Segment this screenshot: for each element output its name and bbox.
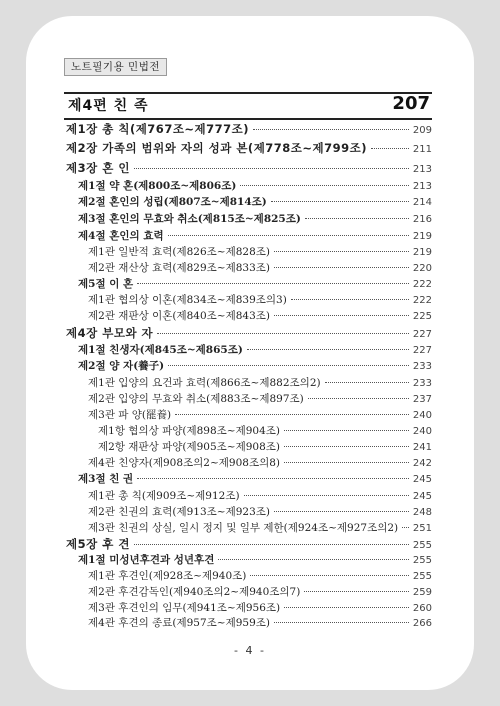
toc-entry-chapter[interactable] bbox=[66, 160, 432, 176]
dot-leader bbox=[371, 148, 409, 149]
dot-leader bbox=[218, 559, 409, 560]
toc-entry-title: 제5절 이 혼 bbox=[78, 278, 134, 290]
toc-entry-page: 245 bbox=[412, 474, 432, 485]
toc-entry-page: 219 bbox=[412, 231, 432, 242]
dot-leader bbox=[250, 575, 409, 576]
dot-leader bbox=[291, 299, 409, 300]
toc-entry-page: 225 bbox=[412, 311, 432, 322]
dot-leader bbox=[253, 129, 409, 130]
dot-leader bbox=[134, 168, 409, 169]
toc-entry-subsection[interactable] bbox=[88, 568, 432, 583]
toc-entry-page: 255 bbox=[412, 571, 432, 582]
toc-entry-title: 제3관 후견인의 임무(제941조~제956조) bbox=[88, 602, 281, 614]
toc-entry-page: 222 bbox=[412, 279, 432, 290]
toc-entry-page: 227 bbox=[412, 345, 432, 356]
toc-entry-subsection[interactable] bbox=[88, 455, 432, 470]
dot-leader bbox=[274, 315, 409, 316]
toc-entry-title: 제2관 후견감독인(제940조의2~제940조의7) bbox=[88, 586, 301, 598]
dot-leader bbox=[247, 349, 409, 350]
toc-entry-page: 211 bbox=[412, 144, 432, 155]
dot-leader bbox=[244, 495, 409, 496]
dot-leader bbox=[274, 511, 409, 512]
toc-entry-subsection[interactable] bbox=[88, 375, 432, 390]
dot-leader bbox=[305, 218, 409, 219]
dot-leader bbox=[274, 622, 409, 623]
toc-entry-page: 241 bbox=[412, 442, 432, 453]
toc-entry-subsection[interactable] bbox=[88, 292, 432, 307]
toc-entry-page: 242 bbox=[412, 458, 432, 469]
toc-entry-page: 213 bbox=[412, 181, 432, 192]
toc-entry-title: 제1장 총 칙(제767조~제777조) bbox=[66, 122, 250, 136]
toc-entry-title: 제2항 재판상 파양(제905조~제908조) bbox=[98, 441, 281, 453]
toc-entry-subsection[interactable] bbox=[88, 391, 432, 406]
toc-entry-title: 제3관 파 양(罷養) bbox=[88, 409, 172, 421]
toc-entry-section[interactable] bbox=[78, 178, 432, 193]
toc-entry-page: 260 bbox=[412, 603, 432, 614]
toc-entry-page: 266 bbox=[412, 618, 432, 629]
toc-entry-chapter[interactable] bbox=[66, 140, 432, 156]
dot-leader bbox=[304, 591, 409, 592]
dot-leader bbox=[134, 544, 409, 545]
part-page-number: 207 bbox=[392, 93, 430, 114]
toc-entry-item[interactable] bbox=[98, 439, 432, 454]
dot-leader bbox=[157, 333, 409, 334]
toc-entry-title: 제2관 재산상 효력(제829조~제833조) bbox=[88, 262, 271, 274]
toc-entry-title: 제2절 혼인의 성립(제807조~제814조) bbox=[78, 196, 267, 208]
toc-entry-chapter[interactable] bbox=[66, 121, 432, 137]
toc-entry-subsection[interactable] bbox=[88, 260, 432, 275]
part-header bbox=[64, 92, 432, 120]
dot-leader bbox=[274, 251, 409, 252]
toc-entry-title: 제3장 혼 인 bbox=[66, 161, 130, 175]
toc-entry-section[interactable] bbox=[78, 342, 432, 357]
toc-entry-page: 255 bbox=[412, 540, 432, 551]
toc-entry-title: 제4절 혼인의 효력 bbox=[78, 230, 164, 242]
toc-entry-page: 227 bbox=[412, 329, 432, 340]
toc-entry-page: 222 bbox=[412, 295, 432, 306]
dot-leader bbox=[240, 185, 409, 186]
toc-entry-section[interactable] bbox=[78, 228, 432, 243]
toc-entry-title: 제1항 협의상 파양(제898조~제904조) bbox=[98, 425, 281, 437]
toc-entry-subsection[interactable] bbox=[88, 600, 432, 615]
toc-entry-page: 209 bbox=[412, 125, 432, 136]
dot-leader bbox=[325, 382, 409, 383]
toc-entry-title: 제1관 협의상 이혼(제834조~제839조의3) bbox=[88, 294, 287, 306]
dot-leader bbox=[137, 283, 409, 284]
toc-entry-chapter[interactable] bbox=[66, 536, 432, 552]
page-footer-number: - 4 - bbox=[234, 644, 266, 657]
toc-entry-title: 제1절 미성년후견과 성년후견 bbox=[78, 554, 215, 566]
toc-entry-subsection[interactable] bbox=[88, 407, 432, 422]
dot-leader bbox=[402, 527, 409, 528]
dot-leader bbox=[168, 235, 409, 236]
toc-entry-title: 제2관 친권의 효력(제913조~제923조) bbox=[88, 506, 271, 518]
toc-entry-page: 245 bbox=[412, 491, 432, 502]
toc-entry-subsection[interactable] bbox=[88, 244, 432, 259]
toc-entry-title: 제1절 약 혼(제800조~제806조) bbox=[78, 180, 237, 192]
toc-entry-page: 259 bbox=[412, 587, 432, 598]
dot-leader bbox=[284, 607, 409, 608]
toc-entry-title: 제3절 혼인의 무효와 취소(제815조~제825조) bbox=[78, 213, 301, 225]
toc-entry-title: 제2관 재판상 이혼(제840조~제843조) bbox=[88, 310, 271, 322]
toc-entry-subsection[interactable] bbox=[88, 504, 432, 519]
dot-leader bbox=[284, 462, 409, 463]
toc-entry-page: 255 bbox=[412, 555, 432, 566]
toc-entry-title: 제4장 부모와 자 bbox=[66, 326, 154, 340]
toc-entry-page: 233 bbox=[412, 378, 432, 389]
book-label: 노트필기용 민법전 bbox=[64, 58, 167, 76]
toc-entry-page: 251 bbox=[412, 523, 432, 534]
toc-entry-title: 제5장 후 견 bbox=[66, 537, 130, 551]
toc-entry-title: 제2장 가족의 범위와 자의 성과 본(제778조~제799조) bbox=[66, 141, 368, 155]
toc-entry-page: 220 bbox=[412, 263, 432, 274]
toc-entry-page: 219 bbox=[412, 247, 432, 258]
toc-entry-section[interactable] bbox=[78, 471, 432, 486]
toc-entry-page: 248 bbox=[412, 507, 432, 518]
dot-leader bbox=[284, 430, 409, 431]
toc-entry-section[interactable] bbox=[78, 194, 432, 209]
toc-entry-subsection[interactable] bbox=[88, 615, 432, 630]
dot-leader bbox=[137, 478, 409, 479]
toc-entry-page: 216 bbox=[412, 214, 432, 225]
toc-entry-section[interactable] bbox=[78, 358, 432, 373]
toc-entry-title: 제4관 친양자(제908조의2~제908조의8) bbox=[88, 457, 281, 469]
dot-leader bbox=[274, 267, 409, 268]
toc-entry-title: 제3절 친 권 bbox=[78, 473, 134, 485]
dot-leader bbox=[168, 365, 409, 366]
toc-entry-page: 233 bbox=[412, 361, 432, 372]
toc-entry-page: 240 bbox=[412, 426, 432, 437]
toc-entry-title: 제4관 후견의 종료(제957조~제959조) bbox=[88, 617, 271, 629]
toc-entry-title: 제2관 입양의 무효와 취소(제883조~제897조) bbox=[88, 393, 304, 405]
dot-leader bbox=[284, 446, 409, 447]
toc-entry-title: 제1관 총 칙(제909조~제912조) bbox=[88, 490, 240, 502]
dot-leader bbox=[308, 398, 409, 399]
toc-entry-title: 제1관 일반적 효력(제826조~제828조) bbox=[88, 246, 271, 258]
toc-entry-subsection[interactable] bbox=[88, 520, 432, 535]
toc-entry-section[interactable] bbox=[78, 552, 432, 567]
toc-entry-subsection[interactable] bbox=[88, 584, 432, 599]
toc-entry-page: 240 bbox=[412, 410, 432, 421]
toc-entry-title: 제1관 입양의 요건과 효력(제866조~제882조의2) bbox=[88, 377, 321, 389]
dot-leader bbox=[271, 201, 409, 202]
toc-entry-title: 제3관 친권의 상실, 일시 정지 및 일부 제한(제924조~제927조의2) bbox=[88, 522, 399, 534]
toc-entry-section[interactable] bbox=[78, 211, 432, 226]
toc-entry-page: 214 bbox=[412, 197, 432, 208]
toc-entry-subsection[interactable] bbox=[88, 488, 432, 503]
toc-entry-section[interactable] bbox=[78, 276, 432, 291]
part-title: 제4편 친 족 bbox=[68, 98, 149, 114]
toc-entry-title: 제1관 후견인(제928조~제940조) bbox=[88, 570, 247, 582]
toc-entry-item[interactable] bbox=[98, 423, 432, 438]
toc-entry-page: 237 bbox=[412, 394, 432, 405]
toc-entry-page: 213 bbox=[412, 164, 432, 175]
toc-entry-title: 제1절 친생자(제845조~제865조) bbox=[78, 344, 243, 356]
toc-entry-chapter[interactable] bbox=[66, 325, 432, 341]
toc-entry-subsection[interactable] bbox=[88, 308, 432, 323]
toc-entry-title: 제2절 양 자(養子) bbox=[78, 360, 165, 372]
dot-leader bbox=[175, 414, 409, 415]
